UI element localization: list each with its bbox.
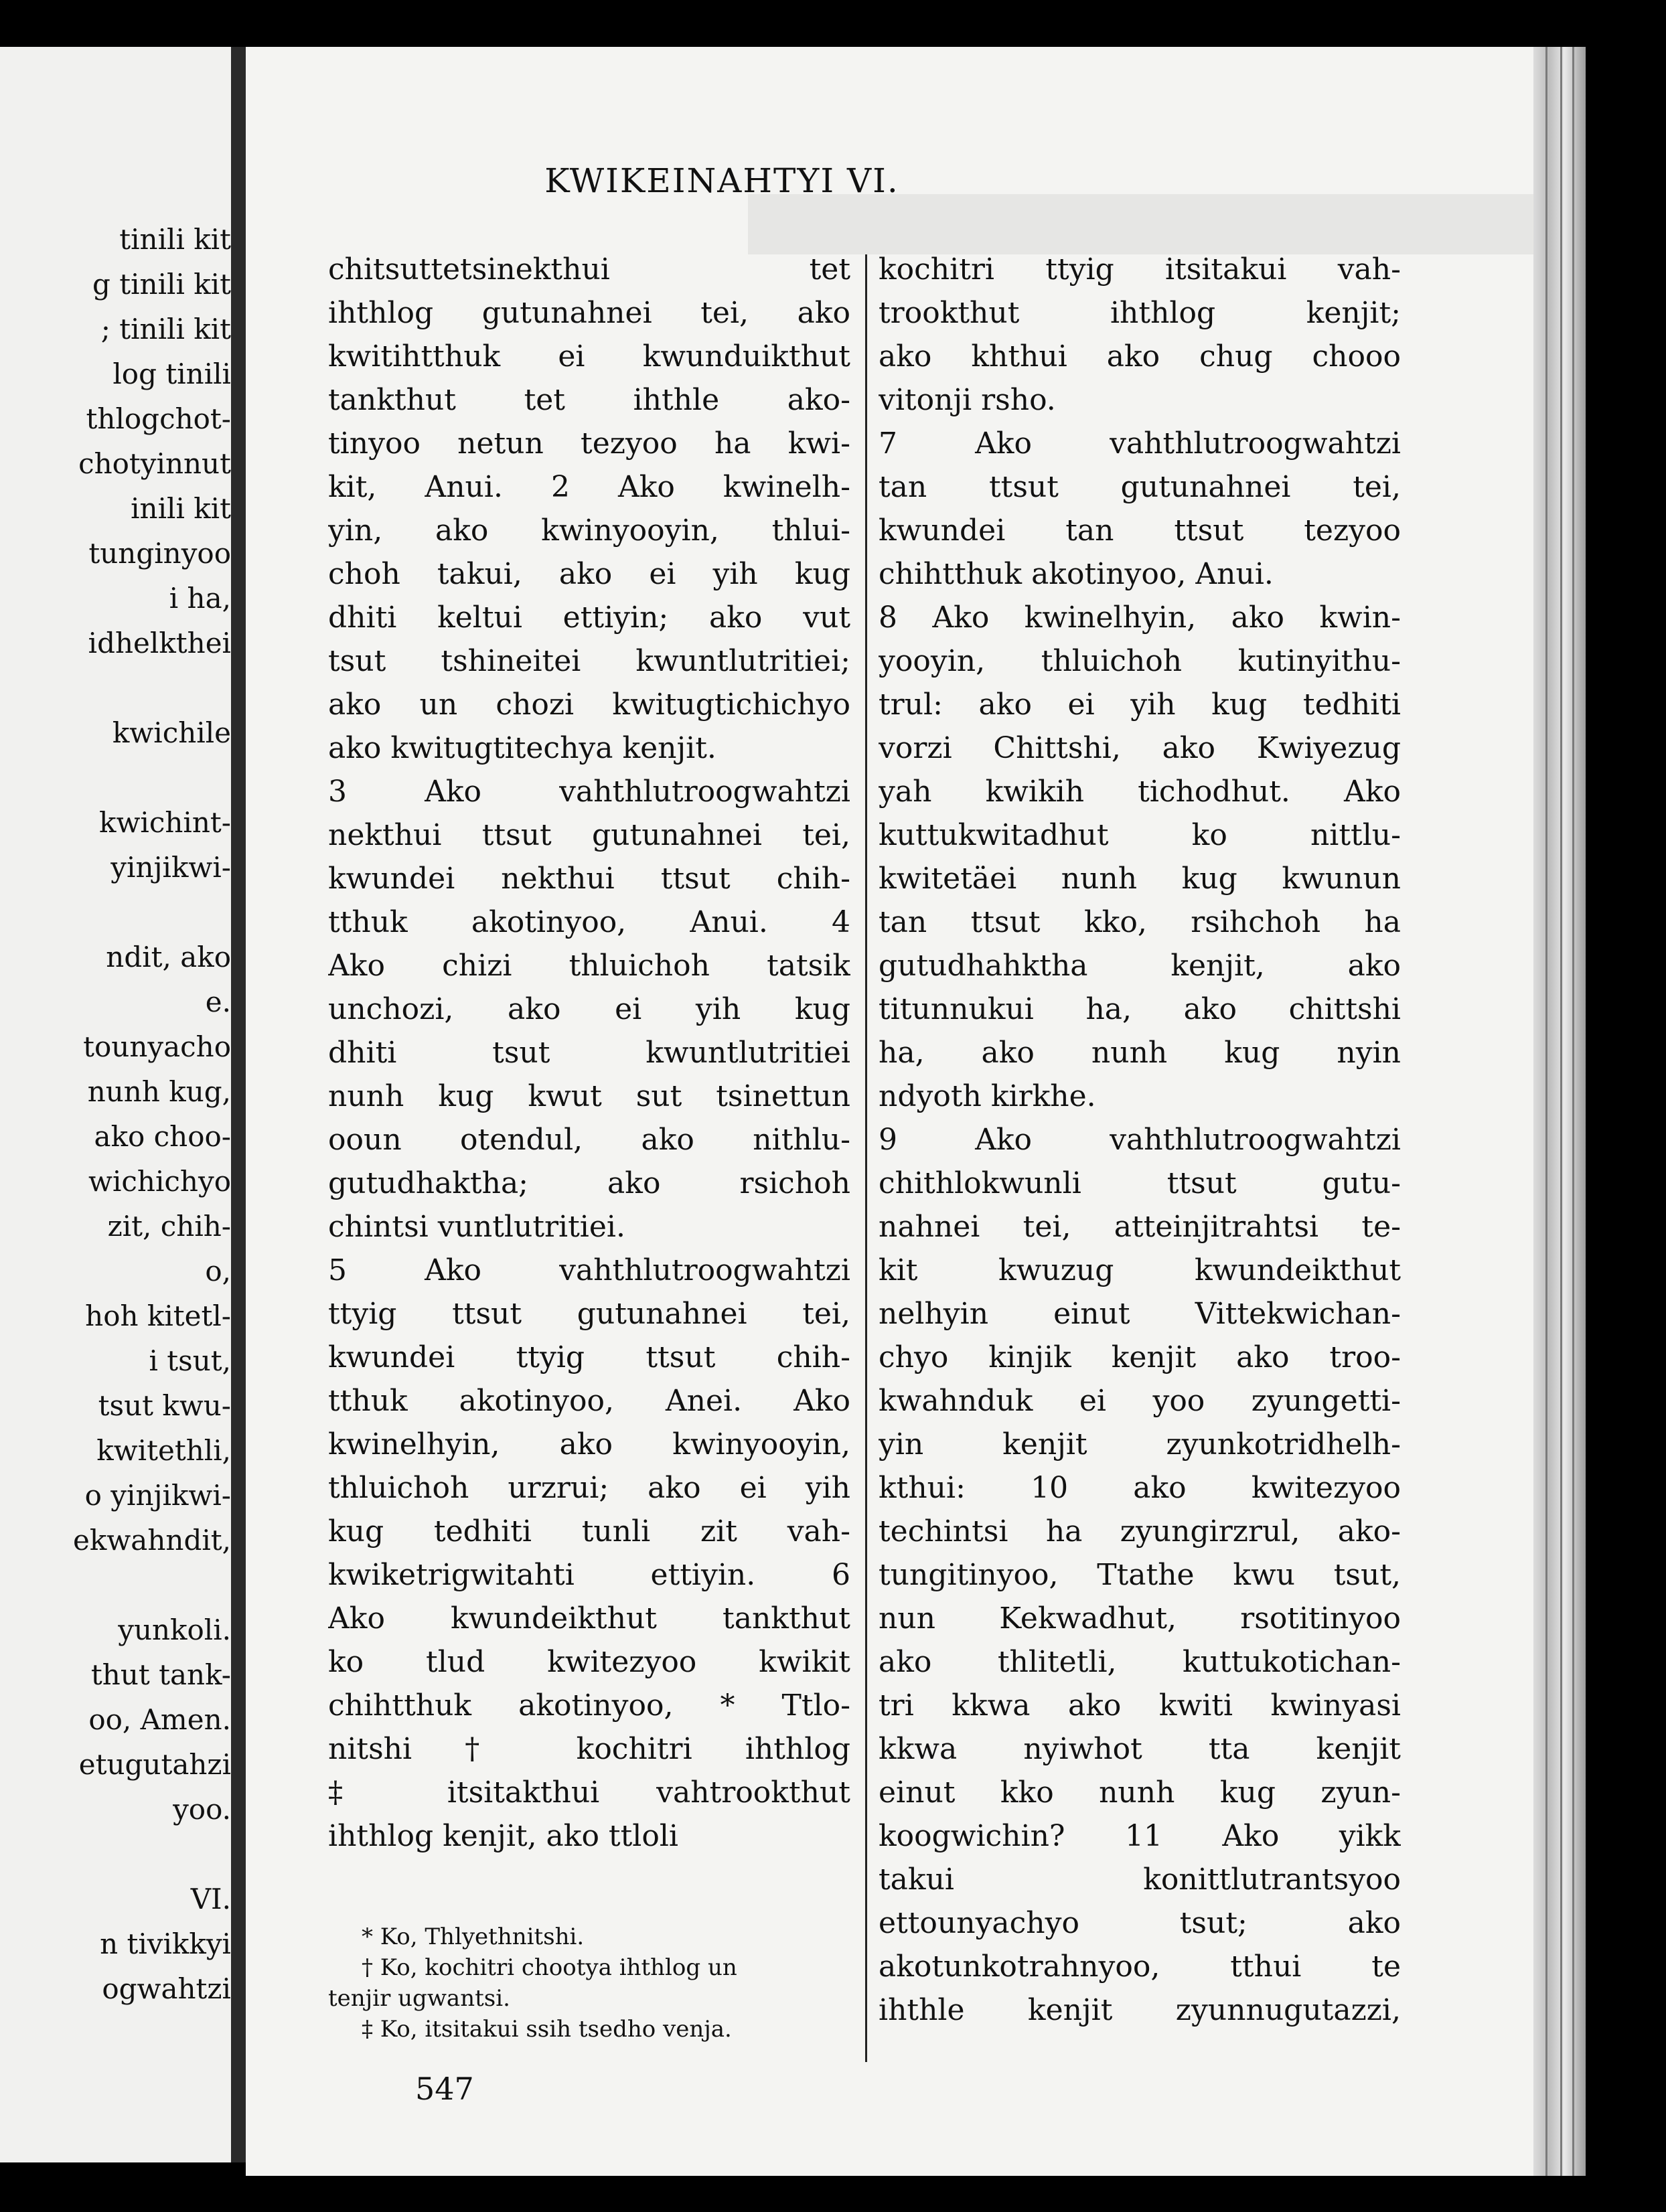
text-line: ‡ itsitakthui vahtrookthut [328, 1775, 850, 1810]
text-line: yin, ako kwinyooyin, thlui- [328, 514, 850, 548]
text-line: unchozi, ako ei yih kug [328, 992, 850, 1026]
text-line: koogwichin? 11 Ako yikk [879, 1819, 1401, 1853]
text-line: ihthlog gutunahnei tei, ako [328, 296, 850, 330]
text-line: tankthut tet ihthle ako- [328, 383, 850, 417]
facing-page-line: oo, Amen. [88, 1703, 231, 1736]
footnote: ‡ Ko, itsitakui ssih tsedho venja. [362, 2016, 732, 2043]
text-line: Ako chizi thluichoh tatsik [328, 949, 850, 983]
text-line: nitshi † kochitri ihthlog [328, 1732, 850, 1766]
text-line: tinyoo netun tezyoo ha kwi- [328, 426, 850, 461]
facing-page-line: tinili kit [119, 223, 231, 256]
page-number: 547 [415, 2071, 474, 2107]
text-line: kit kwuzug kwundeikthut [879, 1253, 1401, 1287]
facing-page-line: yoo. [173, 1793, 231, 1826]
text-line: chitsuttetsinekthui tet [328, 252, 850, 287]
text-line: kwitihtthuk ei kwunduikthut [328, 339, 850, 374]
facing-page-line: yunkoli. [118, 1613, 231, 1646]
text-column-left [328, 248, 850, 1858]
text-column-right [879, 248, 1401, 2032]
text-line: 3 Ako vahthlutroogwahtzi [328, 775, 850, 809]
text-line: tan ttsut kko, rsihchoh ha [879, 905, 1401, 939]
text-line: kwundei nekthui ttsut chih- [328, 862, 850, 896]
text-line: kwundei ttyig ttsut chih- [328, 1340, 850, 1374]
text-line: gutudhahktha kenjit, ako [879, 949, 1401, 983]
text-line: vorzi Chittshi, ako Kwiyezug [879, 731, 1401, 765]
facing-page-line: zit, chih- [107, 1210, 231, 1243]
text-line: ettounyachyo tsut; ako [879, 1906, 1401, 1940]
text-line: yah kwikih tichodhut. Ako [879, 775, 1401, 809]
text-line: ako un chozi kwitugtichichyo [328, 688, 850, 722]
facing-page-line: yinjikwi- [110, 851, 231, 884]
text-line: nun Kekwadhut, rsotitinyoo [879, 1601, 1401, 1636]
text-line: kwahnduk ei yoo zyungetti- [879, 1384, 1401, 1418]
text-line: Ako kwundeikthut tankthut [328, 1601, 850, 1636]
text-line: takui konittlutrantsyoo [879, 1863, 1401, 1897]
facing-page-line: tsut kwu- [98, 1389, 231, 1422]
text-line: techintsi ha zyungirzrul, ako- [879, 1514, 1401, 1549]
facing-page-line: ako choo- [94, 1120, 231, 1153]
facing-page-line: thut tank- [90, 1658, 231, 1691]
facing-page-line: nunh kug, [87, 1075, 231, 1108]
facing-page-line: inili kit [131, 492, 231, 525]
text-line: tsut tshineitei kwuntlutritiei; [328, 644, 850, 678]
footnote: tenjir ugwantsi. [328, 1985, 510, 2012]
facing-page-line: wichichyo [88, 1165, 231, 1198]
facing-page-line: VI. [190, 1883, 231, 1915]
text-line: 8 Ako kwinelhyin, ako kwin- [879, 601, 1401, 635]
facing-page-line: i tsut, [149, 1344, 231, 1377]
text-line: tan ttsut gutunahnei tei, [879, 470, 1401, 504]
text-line: kwundei tan ttsut tezyoo [879, 514, 1401, 548]
text-line: ko tlud kwitezyoo kwikit [328, 1645, 850, 1679]
text-line: ooun otendul, ako nithlu- [328, 1123, 850, 1157]
facing-page-line: kwichint- [99, 806, 231, 839]
facing-page-line: log tinili [112, 358, 231, 390]
bleed-through [748, 194, 1551, 254]
text-line: einut kko nunh kug zyun- [879, 1775, 1401, 1810]
text-line: nahnei tei, atteinjitrahtsi te- [879, 1210, 1401, 1244]
text-line: nunh kug kwut sut tsinettun [328, 1079, 850, 1113]
text-line: yin kenjit zyunkotridhelh- [879, 1427, 1401, 1462]
text-line: yooyin, thluichoh kutinyithu- [879, 644, 1401, 678]
text-line: 7 Ako vahthlutroogwahtzi [879, 426, 1401, 461]
facing-page-line: thlogchot- [86, 402, 231, 435]
text-line: chyo kinjik kenjit ako troo- [879, 1340, 1401, 1374]
facing-page-line: ; tinili kit [100, 313, 231, 345]
facing-page-line: g tinili kit [92, 268, 231, 301]
facing-page [0, 47, 231, 2162]
text-line: ako khthui ako chug chooo [879, 339, 1401, 374]
text-line: dhiti keltui ettiyin; ako vut [328, 601, 850, 635]
footnotes [328, 1921, 850, 2045]
text-line: kwitetäei nunh kug kwunun [879, 862, 1401, 896]
facing-page-line: e. [205, 985, 231, 1018]
text-line: tthuk akotinyoo, Anui. 4 [328, 905, 850, 939]
facing-page-line: kwitethli, [96, 1434, 231, 1467]
running-header: KWIKEINAHTYI VI. [544, 161, 899, 200]
text-line: thluichoh urzrui; ako ei yih [328, 1471, 850, 1505]
text-line: tthuk akotinyoo, Anei. Ako [328, 1384, 850, 1418]
facing-page-line: o, [205, 1255, 231, 1287]
text-line: kwiketrigwitahti ettiyin. 6 [328, 1558, 850, 1592]
text-line: gutudhaktha; ako rsichoh [328, 1166, 850, 1200]
footnote: * Ko, Thlyethnitshi. [362, 1923, 585, 1950]
text-line: vitonji rsho. [879, 383, 1056, 417]
facing-page-line: ekwahndit, [73, 1524, 231, 1557]
text-line: kwinelhyin, ako kwinyooyin, [328, 1427, 850, 1462]
text-line: dhiti tsut kwuntlutritiei [328, 1036, 850, 1070]
text-line: choh takui, ako ei yih kug [328, 557, 850, 591]
facing-page-line: tunginyoo [88, 537, 231, 570]
facing-page-line: hoh kitetl- [85, 1299, 231, 1332]
text-line: chihtthuk akotinyoo, Anui. [879, 557, 1274, 591]
text-line: trookthut ihthlog kenjit; [879, 296, 1401, 330]
text-line: chintsi vuntlutritiei. [328, 1210, 625, 1244]
text-line: kit, Anui. 2 Ako kwinelh- [328, 470, 850, 504]
column-divider [865, 254, 867, 2062]
text-line: 9 Ako vahthlutroogwahtzi [879, 1123, 1401, 1157]
facing-page-line: n tivikkyi [100, 1927, 231, 1960]
text-line: kochitri ttyig itsitakui vah- [879, 252, 1401, 287]
text-line: nekthui ttsut gutunahnei tei, [328, 818, 850, 852]
text-line: trul: ako ei yih kug tedhiti [879, 688, 1401, 722]
facing-page-line: tounyacho [83, 1030, 231, 1063]
facing-page-line: kwichile [112, 716, 231, 749]
text-line: kuttukwitadhut ko nittlu- [879, 818, 1401, 852]
text-line: tungitinyoo, Ttathe kwu tsut, [879, 1558, 1401, 1592]
facing-page-line: i ha, [169, 582, 231, 615]
text-line: tri kkwa ako kwiti kwinyasi [879, 1688, 1401, 1723]
text-line: akotunkotrahnyoo, tthui te [879, 1950, 1401, 1984]
footnote: † Ko, kochitri chootya ihthlog un [362, 1954, 737, 1981]
book-gutter [231, 47, 246, 2162]
facing-page-line: o yinjikwi- [84, 1479, 231, 1512]
text-line: ako kwitugtitechya kenjit. [328, 731, 716, 765]
facing-page-line: chotyinnut [78, 447, 231, 480]
text-line: kkwa nyiwhot tta kenjit [879, 1732, 1401, 1766]
text-line: chihtthuk akotinyoo, * Ttlo- [328, 1688, 850, 1723]
text-line: kug tedhiti tunli zit vah- [328, 1514, 850, 1549]
text-line: ihthlog kenjit, ako ttloli [328, 1819, 678, 1853]
text-line: 5 Ako vahthlutroogwahtzi [328, 1253, 850, 1287]
text-line: nelhyin einut Vittekwichan- [879, 1297, 1401, 1331]
facing-page-line: idhelkthei [88, 627, 231, 659]
text-line: kthui: 10 ako kwitezyoo [879, 1471, 1401, 1505]
text-line: ihthle kenjit zyunnugutazzi, [879, 1993, 1401, 2027]
facing-page-line: ogwahtzi [102, 1972, 231, 2005]
text-line: ttyig ttsut gutunahnei tei, [328, 1297, 850, 1331]
text-line: ako thlitetli, kuttukotichan- [879, 1645, 1401, 1679]
text-line: ha, ako nunh kug nyin [879, 1036, 1401, 1070]
page-edges [1533, 47, 1586, 2176]
facing-page-line: etugutahzi [78, 1748, 231, 1781]
text-line: chithlokwunli ttsut gutu- [879, 1166, 1401, 1200]
text-line: ndyoth kirkhe. [879, 1079, 1096, 1113]
facing-page-line: ndit, ako [106, 941, 231, 973]
text-line: titunnukui ha, ako chittshi [879, 992, 1401, 1026]
